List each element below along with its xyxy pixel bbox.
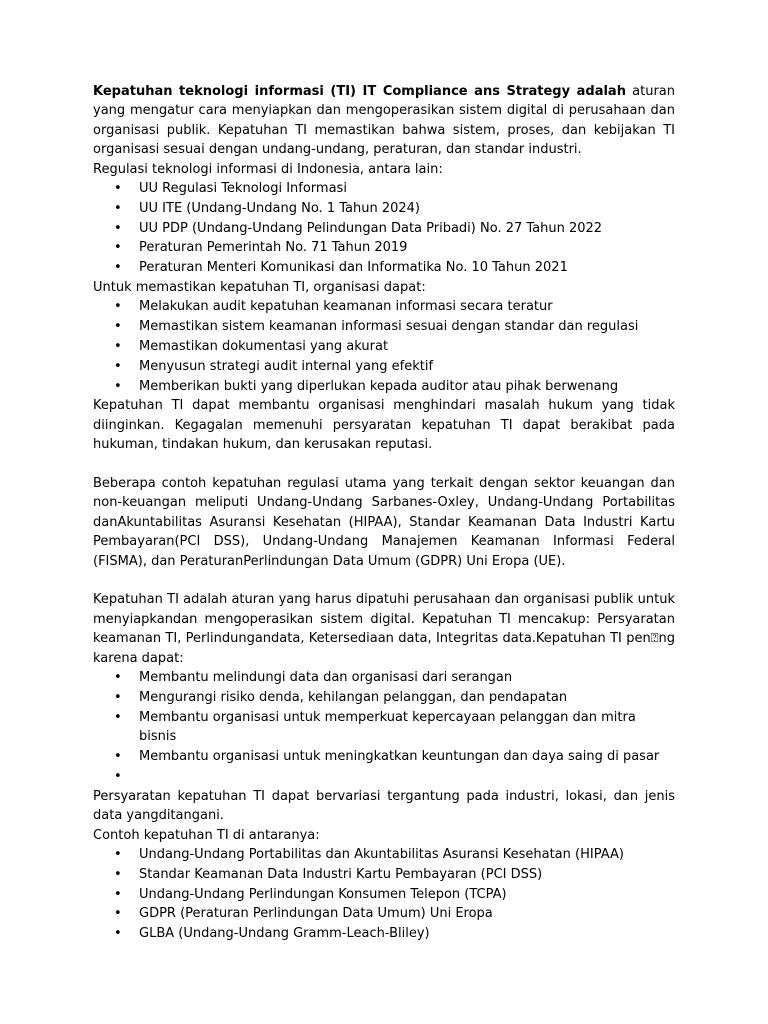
list-item: • Peraturan Menteri Komunikasi dan Informatika No. 10 Tahun 2021	[93, 258, 675, 278]
list-item: • Peraturan Pemerintah No. 71 Tahun 2019	[93, 238, 675, 258]
list-item: • Memberikan bukti yang diperlukan kepada auditor atau pihak berwenang	[93, 377, 675, 397]
ensure-list	[93, 297, 675, 396]
list-item-empty	[93, 767, 675, 787]
list-item: • UU PDP (Undang-Undang Pelindungan Data Pribadi) No. 27 Tahun 2022	[93, 219, 675, 239]
regulations-heading: Regulasi teknologi informasi di Indonesia, antara lain:	[93, 161, 443, 177]
list-item: • Menyusun strategi audit internal yang efektif	[93, 357, 675, 377]
list-item: • GLBA (Undang-Undang Gramm-Leach-Bliley)	[93, 924, 675, 944]
list-item: • Undang-Undang Portabilitas dan Akuntabilitas Asuransi Kesehatan (HIPAA)	[93, 845, 675, 865]
blank-line	[93, 455, 675, 474]
benefits-list	[93, 668, 675, 787]
list-item: • Undang-Undang Perlindungan Konsumen Telepon (TCPA)	[93, 885, 675, 905]
list-item: • Melakukan audit kepatuhan keamanan informasi secara teratur	[93, 297, 675, 317]
intro-paragraph	[93, 82, 675, 160]
ensure-heading: Untuk memastikan kepatuhan TI, organisasi dapat:	[93, 280, 426, 296]
list-item: • Membantu melindungi data dan organisasi dari serangan	[93, 668, 675, 688]
examples-paragraph: Beberapa contoh kepatuhan regulasi utama yang terkait dengan sektor keuangan dan non-keuangan meliputi Undang-Undang Sarbanes-Oxley, Undang-Undang Portabilitas danAkuntabilitas Asuransi Kesehatan (HIPAA), Standar Keamanan Data Industri Kartu Pembayaran(PCI DSS), Undang-Undang Manajemen Keamanan Informasi Federal (FISMA), dan PeraturanPerlindungan Data Umum (GDPR) Uni Eropa (UE).	[93, 476, 675, 569]
examples-list	[93, 845, 675, 944]
list-item: • UU Regulasi Teknologi Informasi	[93, 179, 675, 199]
list-item: • Membantu organisasi untuk meningkatkan keuntungan dan daya saing di pasar	[93, 747, 675, 767]
intro-body: aturan yang mengatur cara menyiapkan dan mengoperasikan sistem digital di perusahaan dan organisasi publik. Kepatuhan TI memastikan bahwa sistem, proses, dan kebijakan TI organisasi sesuai dengan undang-undang, peraturan, dan standar industri.	[93, 84, 675, 158]
list-item: • Memastikan dokumentasi yang akurat	[93, 337, 675, 357]
list-item: • Memastikan sistem keamanan informasi sesuai dengan standar dan regulasi	[93, 317, 675, 337]
intro-lead: Kepatuhan teknologi informasi (TI) IT Compliance ans Strategy adalah	[93, 84, 626, 99]
examples-list-heading: Contoh kepatuhan TI di antaranya:	[93, 827, 320, 843]
consequence-paragraph: Kepatuhan TI dapat membantu organisasi menghindari masalah hukum yang tidak diinginkan. Kegagalan memenuhi persyaratan kepatuhan TI dapat berakibat pada hukuman, tindakan hukum, dan kerusakan reputasi.	[93, 398, 675, 453]
list-item: • GDPR (Peraturan Perlindungan Data Umum) Uni Eropa	[93, 904, 675, 924]
list-item: • UU ITE (Undang-Undang No. 1 Tahun 2024)	[93, 199, 675, 219]
definition-paragraph: Kepatuhan TI adalah aturan yang harus dipatuhi perusahaan dan organisasi publik untuk menyiapkandan mengoperasikan sistem digital. Kepatuhan TI mencakup: Persyaratan keamanan TI, Perlindungandata, Ketersediaan data, Integritas data.Kepatuhan TI pen⍰ng karena dapat:	[93, 592, 675, 666]
regulations-list	[93, 179, 675, 278]
document-page	[93, 82, 675, 944]
variation-paragraph: Persyaratan kepatuhan TI dapat bervariasi tergantung pada industri, lokasi, dan jenis data yangditangani.	[93, 788, 675, 824]
list-item: • Standar Keamanan Data Industri Kartu Pembayaran (PCI DSS)	[93, 865, 675, 885]
blank-line	[93, 571, 675, 590]
list-item: • Membantu organisasi untuk memperkuat kepercayaan pelanggan dan mitra bisnis	[93, 708, 675, 748]
list-item: • Mengurangi risiko denda, kehilangan pelanggan, dan pendapatan	[93, 688, 675, 708]
